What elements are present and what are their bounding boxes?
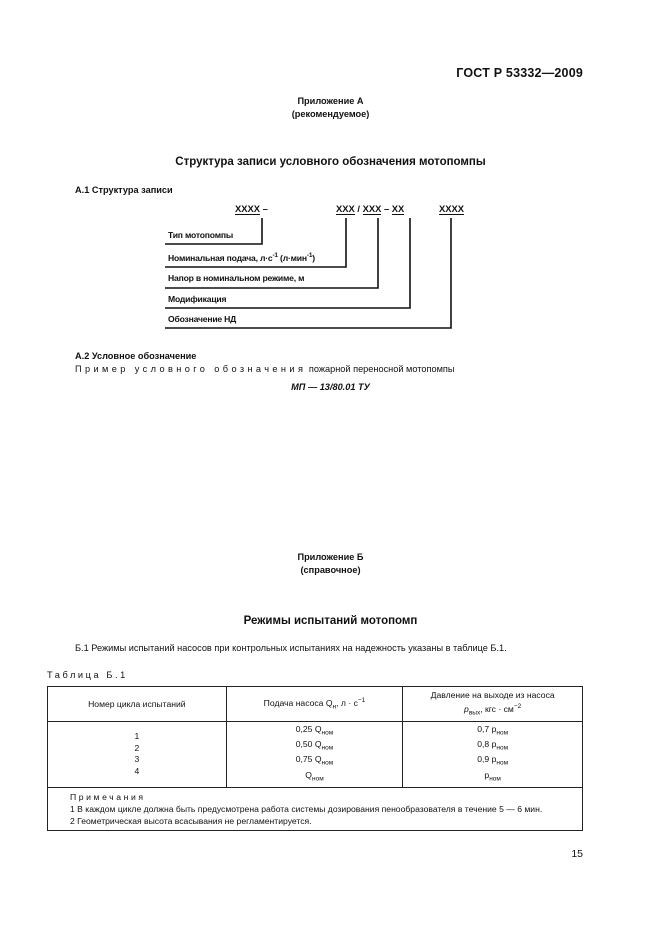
- example-spaced-text: Пример условного обозначения: [75, 364, 307, 374]
- header-pressure: [403, 687, 583, 722]
- notes-title: Примечания: [70, 791, 146, 802]
- code-nd-text: XXXX: [439, 203, 465, 214]
- header-pressure-sub: вых: [468, 709, 481, 717]
- row-3-p-val: 0,9 p: [477, 754, 497, 765]
- row-2-p-val: 0,8 p: [477, 739, 497, 750]
- row-1-q-sub: ном: [321, 729, 334, 737]
- test-modes-table: [47, 686, 583, 831]
- appendix-b-title: Приложение Б: [297, 552, 364, 562]
- code-dash-1: –: [262, 203, 268, 214]
- cycle-numbers-cell: [48, 722, 227, 788]
- note-1: 1 В каждом цикле должна быть предусмотрена работа системы дозирования пенообразователя в течение 5 — 6 мин.: [70, 803, 543, 814]
- code-slash: /: [357, 203, 360, 214]
- code-dash-2: –: [383, 203, 390, 214]
- header-flow-sub: н: [332, 703, 337, 711]
- header-flow-sup: −1: [357, 697, 366, 705]
- appendix-a-title: Приложение А: [297, 96, 364, 106]
- pressure-values-cell: [403, 722, 583, 788]
- notes-cell: [48, 787, 583, 830]
- row-3-q: [227, 754, 403, 769]
- row-1-n: 1: [134, 731, 140, 742]
- designation-structure-diagram: [0, 0, 661, 340]
- label-head: Напор в номинальном режиме, м: [168, 273, 305, 283]
- row-3-q-sub: ном: [321, 760, 334, 768]
- row-1-p-sub: ном: [496, 729, 509, 737]
- diagram-lines: [0, 0, 661, 340]
- row-2-q: [227, 739, 403, 754]
- row-4-q-val: Q: [305, 769, 312, 780]
- label-flow-mid: (л·мин: [277, 252, 307, 263]
- flow-values-cell: [226, 722, 403, 788]
- header-pressure-b: , кгс · см: [480, 703, 514, 714]
- row-3-q-val: 0,75 Q: [295, 754, 322, 765]
- table-header-row: [48, 687, 583, 722]
- header-pressure-line2: [403, 701, 582, 720]
- row-1-q-val: 0,25 Q: [295, 724, 322, 734]
- row-3-p-sub: ном: [496, 760, 509, 768]
- row-2-p-sub: ном: [496, 744, 509, 752]
- row-4-p: [403, 770, 582, 785]
- appendix-b-status: (справочное): [300, 565, 361, 575]
- header-cycle-number: Номер цикла испытаний: [48, 687, 227, 722]
- header-flow: [226, 687, 403, 722]
- code-type-text: XXXX: [235, 203, 261, 214]
- label-flow-sup2: -1: [306, 252, 313, 259]
- header-flow-b: , л · с: [336, 698, 358, 709]
- header-pressure-line1: Давление на выходе из насоса: [430, 689, 555, 700]
- appendix-a-heading: Структура записи условного обозначения мотопомпы: [175, 156, 486, 168]
- example-rest-text: пожарной переносной мотопомпы: [306, 364, 455, 374]
- document-header: ГОСТ Р 53332—2009: [456, 66, 583, 80]
- label-modification: Модификация: [168, 294, 227, 304]
- header-pressure-sup: −2: [513, 702, 522, 710]
- intro-text: Б.1 Режимы испытаний насосов при контрольных испытаниях на надежность указаны в таблице Б.1.: [75, 643, 507, 653]
- label-flow-suffix: ): [312, 252, 315, 263]
- row-2-q-sub: ном: [321, 744, 334, 752]
- appendix-a-status: (рекомендуемое): [291, 109, 370, 119]
- row-4-p-sub: ном: [489, 775, 501, 783]
- label-flow: [168, 252, 315, 263]
- section-a2-title: А.2 Условное обозначение: [75, 351, 197, 361]
- section-a1-title: А.1 Структура записи: [75, 185, 173, 195]
- label-flow-sup1: -1: [272, 252, 278, 259]
- example-code: МП — 13/80.01 ТУ: [291, 382, 370, 392]
- code-mod-text: XX: [391, 203, 405, 214]
- note-2: 2 Геометрическая высота всасывания не регламентируется.: [70, 815, 312, 826]
- code-head-text: XXX: [362, 203, 382, 214]
- row-1-q: [227, 724, 403, 739]
- table-caption: Таблица Б.1: [47, 670, 128, 680]
- row-4-q-sub: ном: [311, 775, 324, 783]
- header-pressure-p: p: [464, 703, 469, 714]
- table-notes-row: [48, 787, 583, 830]
- appendix-b-heading: Режимы испытаний мотопомп: [243, 615, 418, 627]
- row-4-p-val: p: [484, 769, 490, 780]
- row-3-p: [403, 754, 582, 769]
- row-2-n: 2: [134, 742, 140, 753]
- row-3-n: 3: [134, 754, 140, 765]
- row-4-n: 4: [134, 765, 140, 776]
- table-data-row: [48, 722, 583, 788]
- row-1-p-val: 0,7 p: [477, 724, 497, 734]
- label-nd: Обозначение НД: [168, 314, 237, 324]
- row-2-q-val: 0,50 Q: [295, 739, 322, 750]
- label-type: Тип мотопомпы: [168, 230, 234, 240]
- row-4-q: [227, 770, 403, 785]
- header-flow-a: Подача насоса Q: [263, 698, 333, 709]
- page-number: 15: [571, 848, 583, 860]
- example-line: [75, 364, 454, 374]
- row-1-p: [403, 724, 582, 739]
- label-flow-prefix: Номинальная подача, л·с: [168, 252, 273, 263]
- code-flow-text: XXX: [336, 203, 355, 214]
- row-2-p: [403, 739, 582, 754]
